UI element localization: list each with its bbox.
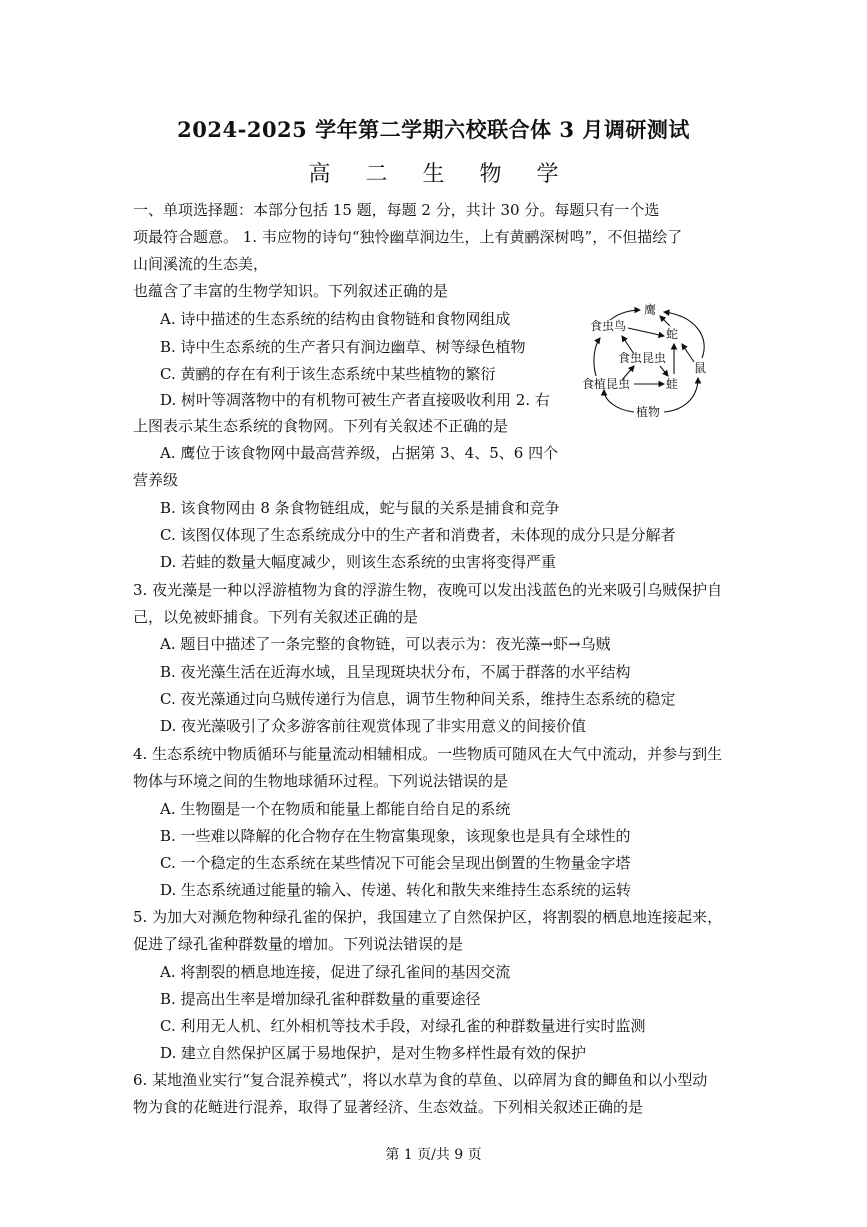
option-line: D. 夜光藻吸引了众多游客前往观赏体现了非实用意义的间接价值 [160, 717, 587, 735]
option-line: B. 诗中生态系统的生产者只有涧边幽草、树等绿色植物 [160, 338, 526, 356]
arrow-insectivore-to-frog [660, 366, 668, 376]
subject-heading: 高 二 生 物 学 [308, 162, 573, 187]
option-line: C. 黄鹂的存在有利于该生态系统中某些植物的繁衍 [160, 365, 496, 383]
arrow-snake-to-eagle [660, 316, 670, 326]
page-footer: 第 1 页/共 9 页 [385, 1147, 482, 1163]
question-line: 4. 生态系统中物质循环与能量流动相辅相成。一些物质可随风在大气中流动，并参与到生 [133, 745, 723, 763]
question-line: 物体与环境之间的生物地球循环过程。下列说法错误的是 [133, 772, 509, 790]
food-web-diagram [576, 300, 726, 422]
text-line: 上图表示某生态系统的食物网。下列有关叙述不正确的是 [133, 417, 509, 435]
option-line: D. 若蛙的数量大幅度减少，则该生态系统的虫害将变得严重 [160, 553, 557, 571]
option-line: B. 提高出生率是增加绿孔雀种群数量的重要途径 [160, 990, 481, 1008]
question-line: 物为食的花鲢进行混养，取得了显著经济、生态效益。下列相关叙述正确的是 [133, 1098, 644, 1116]
question-line: 6. 某地渔业实行“复合混养模式”，将以水草为食的草鱼、以碎屑为食的鲫鱼和以小型动 [133, 1071, 708, 1089]
option-line: C. 一个稳定的生态系统在某些情况下可能会呈现出倒置的生物量金字塔 [160, 854, 631, 872]
arrow-plant-to-herbivore [604, 390, 634, 412]
text-line: 项最符合题意。 1. 韦应物的诗句“独怜幽草涧边生，上有黄鹂深树鸣”，不但描绘了 [133, 228, 683, 246]
text-line: 营养级 [133, 471, 179, 489]
node-frog: 蛙 [666, 377, 679, 391]
question-line: 促进了绿孔雀种群数量的增加。下列说法错误的是 [133, 935, 464, 953]
node-insectivorous-insect: 食虫昆虫 [618, 351, 667, 365]
option-line: A. 诗中描述的生态系统的结构由食物链和食物网组成 [160, 310, 511, 328]
node-eagle: 鹰 [644, 303, 657, 317]
option-line: A. 题目中描述了一条完整的食物链，可以表示为：夜光藻→虾→乌贼 [160, 635, 611, 653]
text-line: 也蕴含了丰富的生物学知识。下列叙述正确的是 [133, 282, 449, 300]
option-line: B. 夜光藻生活在近海水域，且呈现斑块状分布，不属于群落的水平结构 [160, 663, 631, 681]
arrow-bird-to-snake [628, 328, 664, 336]
question-line: 3. 夜光藻是一种以浮游植物为食的浮游生物，夜晚可以发出浅蓝色的光来吸引乌贼保护自 [133, 581, 723, 599]
text-line: 山间溪流的生态美， [133, 255, 269, 273]
option-line: C. 夜光藻通过向乌贼传递行为信息，调节生物种间关系，维持生态系统的稳定 [160, 690, 676, 708]
node-herbivorous-insect: 食植昆虫 [582, 377, 631, 391]
option-line: A. 将割裂的栖息地连接，促进了绿孔雀间的基因交流 [160, 963, 511, 981]
option-line: B. 一些难以降解的化合物存在生物富集现象，该现象也是具有全球性的 [160, 827, 631, 845]
node-insectivorous-bird: 食虫鸟 [590, 319, 627, 333]
question-line: 己，以免被虾捕食。下列有关叙述正确的是 [133, 608, 419, 626]
arrow-mouse-to-snake [682, 344, 694, 362]
exam-title: 2024-2025 学年第二学期六校联合体 3 月调研测试 [177, 117, 690, 142]
option-line: C. 该图仅体现了生态系统成分中的生产者和消费者，未体现的成分只是分解者 [160, 526, 676, 544]
option-line: D. 生态系统通过能量的输入、传递、转化和散失来维持生态系统的运转 [160, 881, 632, 899]
node-snake: 蛇 [666, 327, 679, 341]
option-line: C. 利用无人机、红外相机等技术手段，对绿孔雀的种群数量进行实时监测 [160, 1017, 646, 1035]
option-line: D. 树叶等凋落物中的有机物可被生产者直接吸收利用 2. 右 [160, 391, 550, 409]
option-line: A. 鹰位于该食物网中最高营养级，占据第 3、4、5、6 四个 [160, 444, 559, 462]
option-line: B. 该食物网由 8 条食物链组成，蛇与鼠的关系是捕食和竞争 [160, 499, 560, 517]
arrow-herbivore-to-bird [594, 338, 600, 376]
option-line: D. 建立自然保护区属于易地保护，是对生物多样性最有效的保护 [160, 1044, 587, 1062]
node-mouse: 鼠 [694, 361, 707, 375]
node-plant: 植物 [636, 405, 661, 419]
question-line: 5. 为加大对濒危物种绿孔雀的保护，我国建立了自然保护区，将割裂的栖息地连接起来， [133, 908, 723, 926]
option-line: A. 生物圈是一个在物质和能量上都能自给自足的系统 [160, 800, 511, 818]
text-line: 一、单项选择题：本部分包括 15 题，每题 2 分，共计 30 分。每题只有一个选 [133, 201, 660, 219]
